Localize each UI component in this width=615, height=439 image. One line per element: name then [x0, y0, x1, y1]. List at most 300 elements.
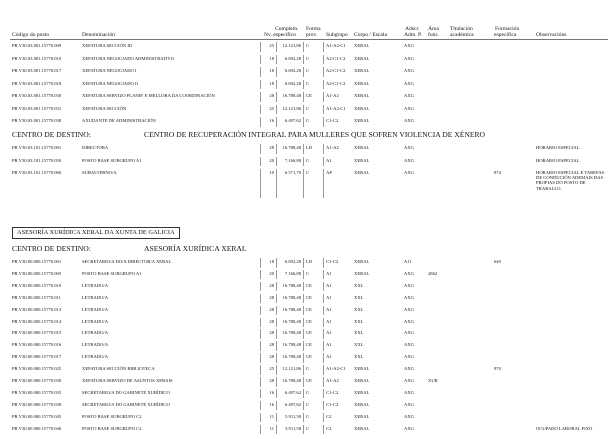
- cell-subgrupo: C1-C2: [326, 389, 339, 395]
- header-area-line1: Área: [428, 26, 439, 32]
- cell-corpo: XERAL: [354, 80, 370, 86]
- cell-nivel: 20: [269, 157, 274, 163]
- cell-corpo: XERAL: [354, 93, 370, 98]
- cell-denominacion: LETRADO/A: [82, 294, 109, 300]
- cell-forma: C: [306, 389, 310, 395]
- cell-border: [303, 401, 304, 411]
- cell-forma: CE: [306, 306, 312, 312]
- cell-border: [276, 117, 277, 127]
- cell-border: [303, 341, 304, 351]
- cell-code: PR.V30.00.000.15770.025: [12, 366, 62, 372]
- header-forma-line2: prov.: [306, 32, 318, 38]
- cell-border: [260, 282, 261, 292]
- cell-border: [260, 80, 261, 90]
- cell-area: 2862: [428, 270, 438, 276]
- cell-complemento: 16.788,48: [282, 93, 301, 98]
- cell-corpo: XXL: [354, 354, 364, 360]
- header-rule: [10, 39, 608, 40]
- cell-border: [303, 105, 304, 115]
- cell-nivel: 28: [269, 306, 274, 312]
- cell-complemento: 6.571,70: [284, 170, 301, 175]
- cell-complemento: 6.692,28: [284, 55, 301, 61]
- header-codigo: Código do posto: [12, 32, 49, 38]
- table-row: [0, 305, 615, 318]
- cell-forma: C: [306, 118, 310, 123]
- cell-subgrupo: A1-A2: [326, 93, 339, 98]
- cell-corpo: XERAL: [354, 401, 370, 407]
- cell-corpo: XERAL: [354, 170, 370, 175]
- cell-nivel: 28: [269, 93, 274, 98]
- cell-border: [303, 389, 304, 399]
- cell-border: [303, 144, 304, 154]
- cell-border: [323, 258, 324, 268]
- cell-complemento: 6.692,28: [284, 68, 301, 73]
- cell-adscripcion: AXG: [404, 378, 414, 383]
- cell-border: [303, 67, 304, 77]
- cell-subgrupo: C1-C2: [326, 259, 339, 264]
- cell-border: [260, 258, 261, 268]
- cell-adscripcion: AXG: [404, 294, 414, 300]
- table-row: [0, 388, 615, 401]
- cell-complemento: 7.166,88: [284, 157, 301, 163]
- table-row: [0, 317, 615, 330]
- cell-code: PR.V30.03.101.15770.060: [12, 170, 62, 175]
- cell-corpo: XERAL: [354, 259, 370, 264]
- table-row: [0, 116, 615, 129]
- cell-border: [303, 55, 304, 65]
- cell-nivel: 18: [269, 55, 274, 61]
- table-row: [0, 281, 615, 294]
- cell-border: [276, 353, 277, 363]
- table-row: [0, 41, 615, 54]
- cell-forma: C: [306, 413, 310, 419]
- cell-code: PR.V30.00.000.15770.010: [12, 282, 62, 288]
- cell-border: [323, 306, 324, 316]
- cell-code: PR.V30.00.000.15770.030: [12, 378, 62, 383]
- cell-border: [303, 169, 304, 198]
- cell-subgrupo: A1: [326, 354, 332, 360]
- table-row: [0, 376, 615, 389]
- cell-corpo: XERAL: [354, 105, 370, 111]
- cell-subgrupo: A1: [326, 330, 332, 336]
- header-area-line2: func.: [428, 32, 440, 38]
- cell-denominacion: SECRETARIO/A DO/A DIRECTOR/A XERAL: [82, 259, 172, 264]
- cell-denominacion: XEFATURA NEGOCIADO ADMINISTRATIVO: [82, 55, 175, 61]
- cell-denominacion: XEFATURA SERVIZO DE ASUNTOS XERAIS: [82, 378, 173, 383]
- cell-subgrupo: A1: [326, 282, 332, 288]
- cell-code: PR.V30.00.000.15770.038: [12, 401, 62, 407]
- cell-border: [323, 413, 324, 423]
- cell-complemento: 16.788,48: [282, 282, 301, 288]
- cell-adscripcion: AXG: [404, 270, 414, 276]
- table-row: [0, 91, 615, 104]
- header-titulacion-line2: académica: [450, 32, 474, 38]
- cell-denominacion: POSTO BASE SUBGRUPO C2: [82, 425, 142, 431]
- cell-forma: CE: [306, 354, 312, 360]
- cell-complemento: 7.166,88: [284, 270, 301, 276]
- cell-code: PR.V30.00.000.15770.046: [12, 425, 62, 431]
- cell-border: [260, 306, 261, 316]
- cell-border: [276, 42, 277, 52]
- table-row: [0, 293, 615, 306]
- cell-complemento: 6.692,28: [284, 80, 301, 86]
- cell-subgrupo: AP: [326, 170, 332, 175]
- cell-code: PR.V30.03.001.15770.010: [12, 55, 62, 61]
- table-header: [0, 26, 615, 38]
- cell-code: PR.V30.00.000.15770.005: [12, 270, 62, 276]
- cell-code: PR.V30.00.000.15770.011: [12, 294, 61, 300]
- header-forma-line1: Forma: [306, 26, 321, 32]
- cell-adscripcion: AXG: [404, 366, 414, 372]
- header-corpo: Corpo / Escala: [354, 32, 387, 38]
- cell-code: PR.V30.03.001.15770.009: [12, 43, 62, 48]
- cell-corpo: XERAL: [354, 118, 370, 123]
- cell-border: [276, 377, 277, 387]
- cell-code: PR.V30.03.001.15770.031: [12, 105, 62, 111]
- cell-border: [323, 318, 324, 328]
- cell-border: [323, 377, 324, 387]
- table-row: [0, 364, 615, 377]
- cell-border: [276, 341, 277, 351]
- cell-code: PR.V30.00.000.15770.035: [12, 389, 62, 395]
- cell-border: [303, 365, 304, 375]
- cell-border: [276, 80, 277, 90]
- cell-border: [260, 67, 261, 77]
- cell-complemento: 5.911,58: [285, 413, 301, 419]
- cell-border: [323, 92, 324, 102]
- cell-denominacion: LETRADO/A: [82, 354, 109, 360]
- cell-nivel: 25: [269, 105, 274, 111]
- cell-denominacion: SECRETARIO/A DO GABINETE XURÍDICO: [82, 389, 170, 395]
- cell-border: [260, 401, 261, 411]
- cell-adscripcion: AXG: [404, 93, 414, 98]
- header-adscr-line1: Adscr.: [405, 26, 420, 32]
- cell-border: [260, 413, 261, 423]
- cell-border: [323, 401, 324, 411]
- cell-forma: C: [306, 401, 310, 407]
- cell-border: [260, 318, 261, 328]
- cell-forma: C: [306, 55, 310, 61]
- cell-border: [303, 80, 304, 90]
- cell-forma: LD: [306, 145, 313, 150]
- cell-adscripcion: AXG: [404, 80, 414, 86]
- cell-formacion: 640: [494, 259, 501, 264]
- cell-border: [276, 318, 277, 328]
- cell-adscripcion: AXG: [404, 318, 414, 324]
- cell-border: [323, 105, 324, 115]
- cell-forma: CE: [306, 294, 312, 300]
- cell-border: [276, 389, 277, 399]
- cell-border: [276, 157, 277, 167]
- cell-code: PR.V30.00.000.15770.013: [12, 306, 62, 312]
- cell-corpo: XERAL: [354, 378, 370, 383]
- table-row: [0, 104, 615, 117]
- cell-border: [323, 55, 324, 65]
- cell-border: [323, 365, 324, 375]
- table-row: [0, 66, 615, 79]
- cell-border: [260, 329, 261, 339]
- cell-border: [303, 413, 304, 423]
- cell-border: [323, 270, 324, 280]
- cell-nivel: 28: [269, 145, 274, 150]
- cell-border: [260, 157, 261, 167]
- cell-complemento: 6.692,28: [284, 259, 301, 264]
- cell-border: [276, 258, 277, 268]
- cell-adscripcion: A11: [404, 259, 412, 264]
- cell-corpo: XERAL: [354, 68, 370, 73]
- cell-adscripcion: AXG: [404, 157, 414, 163]
- cell-border: [303, 425, 304, 435]
- cell-forma: CE: [306, 282, 312, 288]
- cell-denominacion: XEFATURA SECCIÓN BIBLIOTECA: [82, 366, 155, 372]
- cell-border: [260, 144, 261, 154]
- cell-complemento: 16.788,48: [282, 306, 301, 312]
- cell-border: [303, 282, 304, 292]
- cell-nivel: 28: [269, 330, 274, 336]
- cell-border: [276, 282, 277, 292]
- cell-forma: LD: [306, 259, 313, 264]
- cell-adscripcion: AXG: [404, 282, 414, 288]
- cell-border: [323, 169, 324, 198]
- table-row: [0, 168, 615, 200]
- cell-nivel: 28: [269, 294, 274, 300]
- table-row: [0, 79, 615, 92]
- table-row: [0, 424, 615, 437]
- cell-complemento: 6.497,62: [284, 389, 301, 395]
- cell-nivel: 16: [269, 118, 274, 123]
- cell-nivel: 18: [269, 80, 274, 86]
- cell-border: [260, 117, 261, 127]
- cell-border: [303, 329, 304, 339]
- cell-nivel: 11: [269, 413, 274, 419]
- cell-complemento: 16.788,48: [282, 354, 301, 360]
- cell-forma: C: [306, 366, 310, 372]
- header-formacion-line1: Formación: [495, 26, 520, 32]
- cell-denominacion: POSTO BASE SUBGRUPO A1: [82, 270, 142, 276]
- cell-corpo: XXL: [354, 318, 364, 324]
- cell-code: PR.V30.00.000.15770.014: [12, 318, 62, 324]
- cell-subgrupo: A1-A2-C1: [326, 43, 346, 48]
- cell-subgrupo: A1-A2-C1: [326, 366, 346, 372]
- cell-border: [303, 92, 304, 102]
- cell-corpo: XXL: [354, 294, 364, 300]
- cell-subgrupo: A1: [326, 294, 332, 300]
- cell-border: [276, 270, 277, 280]
- cell-adscripcion: AXG: [404, 342, 414, 348]
- cell-forma: CE: [306, 93, 312, 98]
- cell-border: [323, 67, 324, 77]
- cell-adscripcion: AXG: [404, 170, 414, 175]
- cell-code: PR.V30.03.001.15770.017: [12, 68, 62, 73]
- cell-adscripcion: AXG: [404, 68, 414, 73]
- cell-corpo: XERAL: [354, 55, 370, 61]
- cell-corpo: XXL: [354, 330, 364, 336]
- cell-border: [276, 413, 277, 423]
- cell-border: [260, 169, 261, 198]
- cell-border: [260, 55, 261, 65]
- cell-nivel: 28: [269, 354, 274, 360]
- header-formacion-line2: específica: [494, 32, 517, 38]
- cell-nivel: 10: [269, 170, 274, 175]
- cell-forma: C: [306, 425, 310, 431]
- cell-border: [260, 92, 261, 102]
- cell-adscripcion: AXG: [404, 389, 414, 395]
- cell-subgrupo: A1-A2: [326, 145, 339, 150]
- cell-denominacion: XEFATURA SECCIÓN: [82, 105, 127, 111]
- cell-border: [323, 144, 324, 154]
- cell-border: [303, 353, 304, 363]
- cell-complemento: 16.788,48: [282, 378, 301, 383]
- cell-complemento: 16.788,48: [282, 145, 301, 150]
- cell-border: [276, 55, 277, 65]
- cell-denominacion: LETRADO/A: [82, 318, 109, 324]
- cell-border: [260, 42, 261, 52]
- table-row: [0, 400, 615, 413]
- cell-subgrupo: A1-A2: [326, 378, 339, 383]
- cell-border: [276, 294, 277, 304]
- cell-forma: C: [306, 157, 310, 163]
- table-row: [0, 257, 615, 270]
- table-row: [0, 352, 615, 365]
- cell-corpo: XXL: [354, 282, 364, 288]
- cell-denominacion: SUBALTERNO/A: [82, 170, 117, 175]
- cell-border: [276, 306, 277, 316]
- cell-border: [260, 353, 261, 363]
- cell-subgrupo: A2-C1-C2: [326, 68, 346, 73]
- cell-code: PR.V30.03.101.15770.050: [12, 157, 62, 163]
- cell-denominacion: XEFATURA SECCIÓN III: [82, 43, 132, 48]
- cell-observacions: HORARIO ESPECIAL: [536, 157, 580, 163]
- cell-nivel: 16: [269, 389, 274, 395]
- cell-corpo: XERAL: [354, 425, 370, 431]
- cell-subgrupo: A2-C1-C2: [326, 55, 346, 61]
- cell-border: [303, 270, 304, 280]
- cell-border: [260, 425, 261, 435]
- cell-subgrupo: C1-C2: [326, 401, 339, 407]
- cell-border: [323, 42, 324, 52]
- cell-subgrupo: C1-C2: [326, 118, 339, 123]
- cell-denominacion: AXUDANTE DE ADMINISTRACIÓN: [82, 118, 156, 123]
- cell-subgrupo: A1-A2-C1: [326, 105, 346, 111]
- centro-destino-name: ASESORÍA XURÍDICA XERAL: [144, 244, 247, 253]
- cell-denominacion: LETRADO/A: [82, 330, 109, 336]
- cell-denominacion: LETRADO/A: [82, 306, 109, 312]
- cell-border: [260, 270, 261, 280]
- cell-border: [276, 329, 277, 339]
- cell-code: PR.V30.03.001.15770.030: [12, 93, 62, 98]
- cell-forma: C: [306, 43, 310, 48]
- cell-border: [303, 294, 304, 304]
- cell-code: PR.V30.00.000.15770.001: [12, 259, 62, 264]
- cell-observacions: OCUPADO LABORAL FIXO: [536, 425, 593, 431]
- cell-observacions: HORARIO ESPECIAL: [536, 145, 580, 150]
- cell-nivel: 28: [269, 318, 274, 324]
- cell-border: [260, 377, 261, 387]
- centro-destino-label: CENTRO DE DESTINO:: [12, 244, 91, 253]
- cell-border: [303, 117, 304, 127]
- cell-adscripcion: AXG: [404, 330, 414, 336]
- cell-code: PR.V30.03.101.15770.001: [12, 145, 62, 150]
- cell-corpo: XXL: [354, 342, 364, 348]
- header-denominacion: Denominación: [82, 32, 115, 38]
- cell-border: [323, 329, 324, 339]
- cell-subgrupo: C2: [326, 413, 332, 419]
- cell-border: [303, 318, 304, 328]
- cell-adscripcion: AXG: [404, 145, 414, 150]
- cell-subgrupo: C2: [326, 425, 332, 431]
- table-row: [0, 156, 615, 169]
- cell-corpo: XXL: [354, 306, 364, 312]
- section-title-asesoria: ASESORÍA XURÍDICA XERAL DA XUNTA DE GALICIA: [12, 227, 180, 239]
- cell-forma: C: [306, 68, 310, 73]
- cell-border: [276, 92, 277, 102]
- cell-border: [260, 365, 261, 375]
- cell-denominacion: POSTO BASE SUBGRUPO C2: [82, 413, 142, 419]
- cell-subgrupo: A1: [326, 157, 332, 163]
- header-nivel-line2: Nv. específico: [264, 32, 296, 38]
- cell-border: [276, 144, 277, 154]
- cell-corpo: XERAL: [354, 389, 370, 395]
- cell-denominacion: XEFATURA NEGOCIADO I: [82, 68, 137, 73]
- cell-corpo: XERAL: [354, 145, 370, 150]
- cell-denominacion: SECRETARIO/A DO GABINETE XURÍDICO: [82, 401, 170, 407]
- cell-denominacion: XEFATURA SERVIZO PLANIF. E MELLORA DA COORDINACIÓN: [82, 93, 215, 98]
- cell-complemento: 6.497,62: [284, 401, 301, 407]
- cell-border: [303, 157, 304, 167]
- cell-border: [323, 294, 324, 304]
- cell-complemento: 16.788,48: [282, 342, 301, 348]
- cell-forma: C: [306, 80, 310, 86]
- cell-nivel: 18: [269, 259, 274, 264]
- cell-adscripcion: AXG: [404, 401, 414, 407]
- cell-subgrupo: A1: [326, 306, 332, 312]
- cell-denominacion: LETRADO/A: [82, 282, 109, 288]
- header-observacions: Observacións: [536, 32, 567, 38]
- cell-adscripcion: AXG: [404, 425, 414, 431]
- cell-complemento: 6.497,62: [284, 118, 301, 123]
- cell-denominacion: DIRECTORA: [82, 145, 109, 150]
- cell-forma: C: [306, 170, 310, 175]
- cell-corpo: XERAL: [354, 43, 370, 48]
- cell-border: [323, 157, 324, 167]
- cell-area: XUR: [428, 378, 438, 383]
- cell-complemento: 16.788,48: [282, 330, 301, 336]
- cell-nivel: 28: [269, 378, 274, 383]
- table-row: [0, 328, 615, 341]
- table-row: [0, 269, 615, 282]
- cell-nivel: 28: [269, 282, 274, 288]
- cell-code: PR.V30.00.000.15770.015: [12, 330, 62, 336]
- header-adscr-line2: Adm. P.: [404, 32, 422, 38]
- header-titulacion-line1: Titulación: [450, 26, 473, 32]
- cell-nivel: 11: [269, 425, 274, 431]
- cell-corpo: XERAL: [354, 270, 370, 276]
- cell-adscripcion: AXG: [404, 118, 414, 123]
- cell-formacion: 874: [494, 170, 501, 175]
- cell-border: [276, 401, 277, 411]
- centro-destino-label: CENTRO DE DESTINO:: [12, 130, 91, 139]
- cell-border: [276, 67, 277, 77]
- table-row: [0, 340, 615, 353]
- cell-complemento: 5.911,58: [285, 425, 301, 431]
- cell-border: [323, 341, 324, 351]
- cell-denominacion: LETRADO/A: [82, 342, 109, 348]
- cell-border: [276, 425, 277, 435]
- cell-border: [260, 341, 261, 351]
- cell-border: [323, 353, 324, 363]
- cell-corpo: XERAL: [354, 413, 370, 419]
- cell-nivel: 25: [269, 43, 274, 48]
